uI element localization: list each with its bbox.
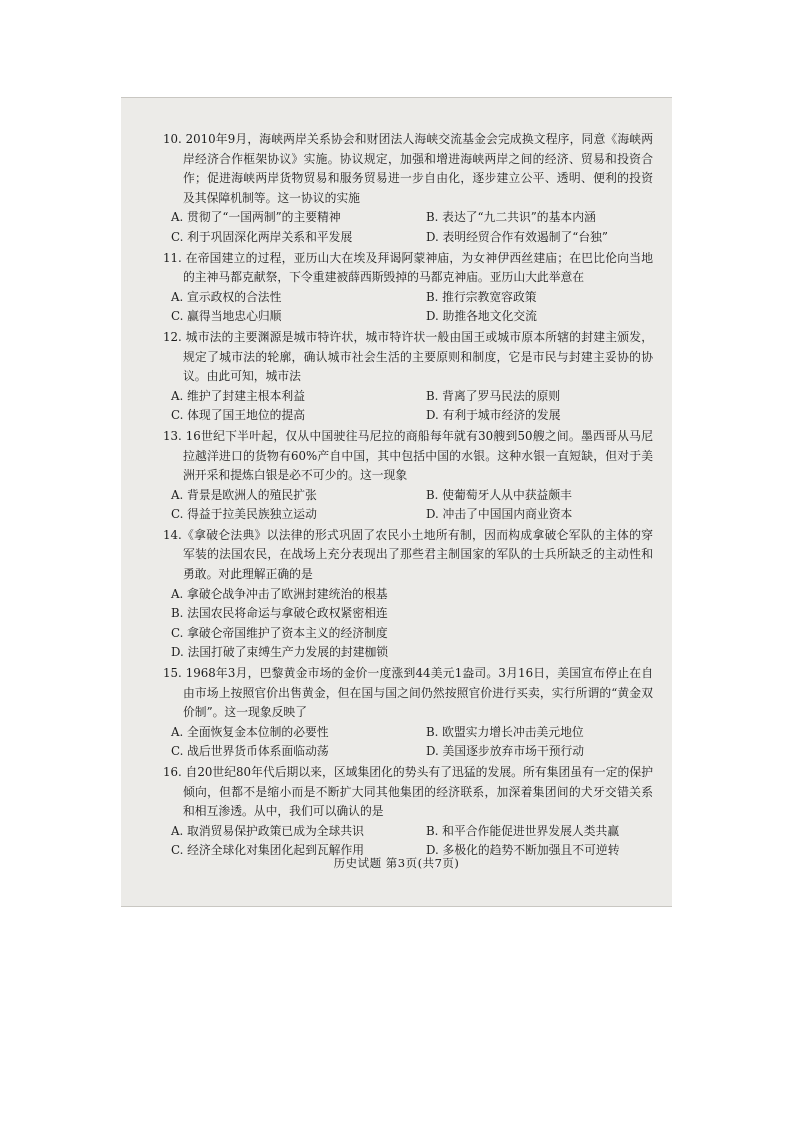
question-stem: 13. 16世纪下半叶起，仅从中国驶往马尼拉的商船每年就有30艘到50艘之间。墨西哥从马尼拉越洋进口的货物有60%产自中国，其中包括中国的水银。这种水银一直短缺，但对于美洲开采和提炼白银是必不可少的。这一现象 [163, 428, 653, 483]
question-stem: 15. 1968年3月，巴黎黄金市场的金价一度涨到44美元1盎司。3月16日，美国宣布停止在自由市场上按照官价出售黄金，但在国与国之间仍然按照官价进行买卖，实行所谓的“黄金双价制”。这一现象反映了 [163, 666, 653, 720]
option-c[interactable]: C. 经济全球化对集团化起到瓦解作用 [171, 843, 365, 858]
option-a[interactable]: A. 维护了封建主根本利益 [171, 388, 305, 403]
option-a[interactable]: A. 取消贸易保护政策已成为全球共识 [171, 823, 364, 838]
question-stem: 12. 城市法的主要渊源是城市特许状，城市特许状一般由国王或城市原本所辖的封建主颁发，规定了城市法的轮廓，确认城市社会生活的主要原则和制度，它是市民与封建主妥协的协议。由此可知，城市法 [163, 329, 653, 384]
option-d[interactable]: D. 助推各地文化交流 [426, 309, 537, 324]
question-12 [163, 328, 653, 426]
question-16 [163, 763, 653, 861]
option-d[interactable]: D. 有利于城市经济的发展 [426, 408, 561, 423]
exam-page [121, 97, 672, 907]
option-a[interactable]: A. 宣示政权的合法性 [171, 289, 282, 304]
option-a[interactable]: A. 背景是欧洲人的殖民扩张 [171, 487, 317, 502]
option-grid [163, 387, 653, 426]
option-b[interactable]: B. 欧盟实力增长冲击美元地位 [426, 724, 584, 739]
option-b[interactable]: B. 法国农民将命运与拿破仑政权紧密相连 [171, 606, 388, 621]
option-d[interactable]: D. 美国逐步放弃市场干预行动 [426, 744, 585, 759]
option-grid [163, 208, 653, 247]
option-d[interactable]: D. 冲击了中国国内商业资本 [426, 507, 573, 522]
question-stem: 16. 自20世纪80年代后期以来，区域集团化的势头有了迅猛的发展。所有集团虽有一定的保护倾向，但都不是缩小而是不断扩大同其他集团的经济联系，加深着集团间的犬牙交错关系和相互渗透。从中，我们可以确认的是 [163, 765, 653, 819]
question-stem: 10. 2010年9月，海峡两岸关系协会和财团法人海峡交流基金会完成换文程序，同意《海峡两岸经济合作框架协议》实施。协议规定，加强和增进海峡两岸之间的经济、贸易和投资合作；促进海峡两岸货物贸易和服务贸易进一步自由化，逐步建立公平、透明、便利的投资及其保障机制等。这一协议的实施 [163, 132, 653, 205]
option-c[interactable]: C. 体现了国王地位的提高 [171, 408, 306, 423]
question-14 [163, 526, 653, 663]
option-b[interactable]: B. 表达了“九二共识”的基本内涵 [426, 210, 596, 225]
question-10 [163, 130, 653, 248]
option-list [163, 585, 653, 663]
option-c[interactable]: C. 拿破仑帝国维护了资本主义的经济制度 [171, 625, 388, 640]
question-list [163, 130, 653, 862]
option-b[interactable]: B. 推行宗教宽容政策 [426, 289, 537, 304]
option-b[interactable]: B. 使葡萄牙人从中获益颇丰 [426, 487, 572, 502]
question-11 [163, 249, 653, 327]
option-c[interactable]: C. 战后世界货币体系面临动荡 [171, 744, 329, 759]
page-footer: 历史试题 第3页(共7页) [333, 856, 460, 870]
option-grid [163, 288, 653, 327]
question-15 [163, 664, 653, 762]
option-b[interactable]: B. 背离了罗马民法的原则 [426, 388, 561, 403]
option-c[interactable]: C. 赢得当地忠心归顺 [171, 309, 282, 324]
question-13 [163, 427, 653, 525]
option-d[interactable]: D. 表明经贸合作有效遏制了“台独” [426, 229, 608, 244]
option-a[interactable]: A. 全面恢复金本位制的必要性 [171, 724, 329, 739]
option-d[interactable]: D. 多极化的趋势不断加强且不可逆转 [426, 843, 620, 858]
option-b[interactable]: B. 和平合作能促进世界发展人类共赢 [426, 823, 620, 838]
option-d[interactable]: D. 法国打破了束缚生产力发展的封建枷锁 [171, 645, 389, 660]
question-stem: 14.《拿破仑法典》以法律的形式巩固了农民小土地所有制，因而构成拿破仑军队的主体的穿军装的法国农民，在战场上充分表现出了那些君主制国家的军队的士兵所缺乏的主动性和勇敢。对此理解正确的是 [163, 527, 653, 582]
option-a[interactable]: A. 拿破仑战争冲击了欧洲封建统治的根基 [171, 586, 388, 601]
option-grid [163, 486, 653, 525]
option-c[interactable]: C. 利于巩固深化两岸关系和平发展 [171, 229, 353, 244]
option-c[interactable]: C. 得益于拉美民族独立运动 [171, 507, 317, 522]
question-stem: 11. 在帝国建立的过程，亚历山大在埃及拜谒阿蒙神庙，为女神伊西丝建庙；在巴比伦向当地的主神马都克献祭，下令重建被薛西斯毁掉的马都克神庙。亚历山大此举意在 [163, 250, 653, 285]
option-a[interactable]: A. 贯彻了“一国两制”的主要精神 [171, 210, 341, 225]
option-grid [163, 723, 653, 762]
